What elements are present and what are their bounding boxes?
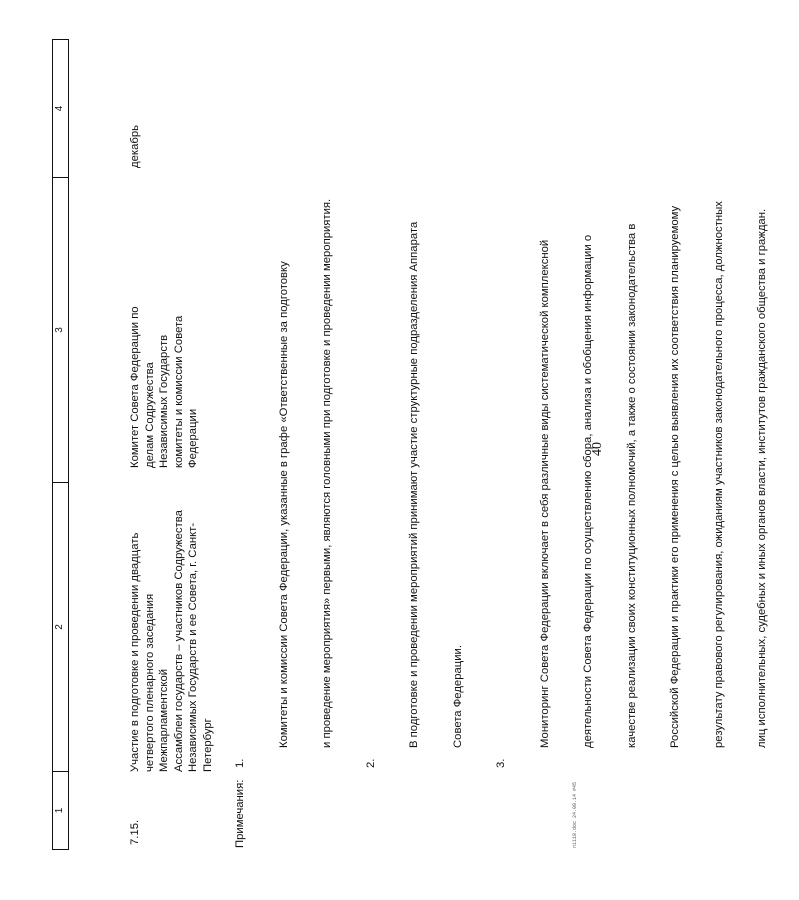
description-line: Ассамблеи государств – участников Содружества	[172, 510, 185, 772]
table-header	[52, 39, 69, 850]
responsible-line: Федерации	[187, 408, 199, 468]
note-number: 3.	[495, 758, 507, 768]
description-line: Независимых Государств и ее Совета, г. Санкт-	[187, 522, 199, 772]
note-item	[364, 48, 495, 768]
description-line: Петербург	[201, 718, 214, 772]
responsible-line: Комитет Совета Федерации по	[129, 306, 141, 468]
notes-list	[233, 48, 799, 768]
note-line: лиц исполнительных, судебных и иных органов власти, институтов гражданского общества и граждан.	[756, 208, 768, 748]
note-line: деятельности Совета Федерации по осуществлению сбора, анализа и обобщения информации о	[582, 234, 594, 748]
header-col-2: 2	[53, 482, 68, 771]
responsible-line: делам Содружества	[143, 362, 156, 468]
row-responsible	[128, 208, 201, 468]
description-line: четвертого пленарного заседания Межпарламентской	[143, 593, 170, 772]
footer-doc-code: п1118.doc 24.09.14 #45	[572, 781, 578, 848]
note-number: 2.	[364, 758, 377, 768]
note-line: Комитеты и комиссии Совета Федерации, указанные в графе «Ответственные за подготовку	[277, 261, 290, 748]
header-col-3: 3	[53, 177, 68, 482]
responsible-line: комитеты и комиссии Совета	[172, 315, 185, 468]
header-col-4: 4	[54, 105, 65, 112]
note-line: В подготовке и проведении мероприятий принимают участие структурные подразделения Аппарата	[408, 221, 420, 748]
note-line: Российской Федерации и практики его применения с целью выявления их соответствия планируемому	[669, 205, 681, 748]
row-number: 7.15.	[129, 819, 141, 845]
row-date: декабрь	[129, 125, 141, 168]
note-number: 1.	[234, 758, 246, 768]
note-line: Мониторинг Совета Федерации включает в себя различные виды систематической комплексной	[538, 239, 551, 748]
note-item	[494, 48, 799, 768]
note-line: качестве реализации своих конституционных полномочий, а также о состоянии законодательства в	[625, 223, 638, 748]
note-line: Совета Федерации.	[451, 645, 464, 748]
note-item	[233, 48, 364, 768]
page-number: 40	[590, 442, 605, 456]
header-col-1: 1	[53, 771, 68, 849]
note-line: и проведение мероприятия» первыми, являются головными при подготовке и проведении мероприятия.	[321, 198, 333, 748]
note-line: результату правового регулирования, ожиданиям участников законодательного процесса, должностных	[712, 201, 725, 748]
row-description	[128, 492, 215, 772]
responsible-line: Независимых Государств	[158, 334, 170, 468]
notes-label: Примечания:	[234, 779, 246, 848]
description-line: Участие в подготовке и проведении двадцать	[129, 532, 141, 772]
